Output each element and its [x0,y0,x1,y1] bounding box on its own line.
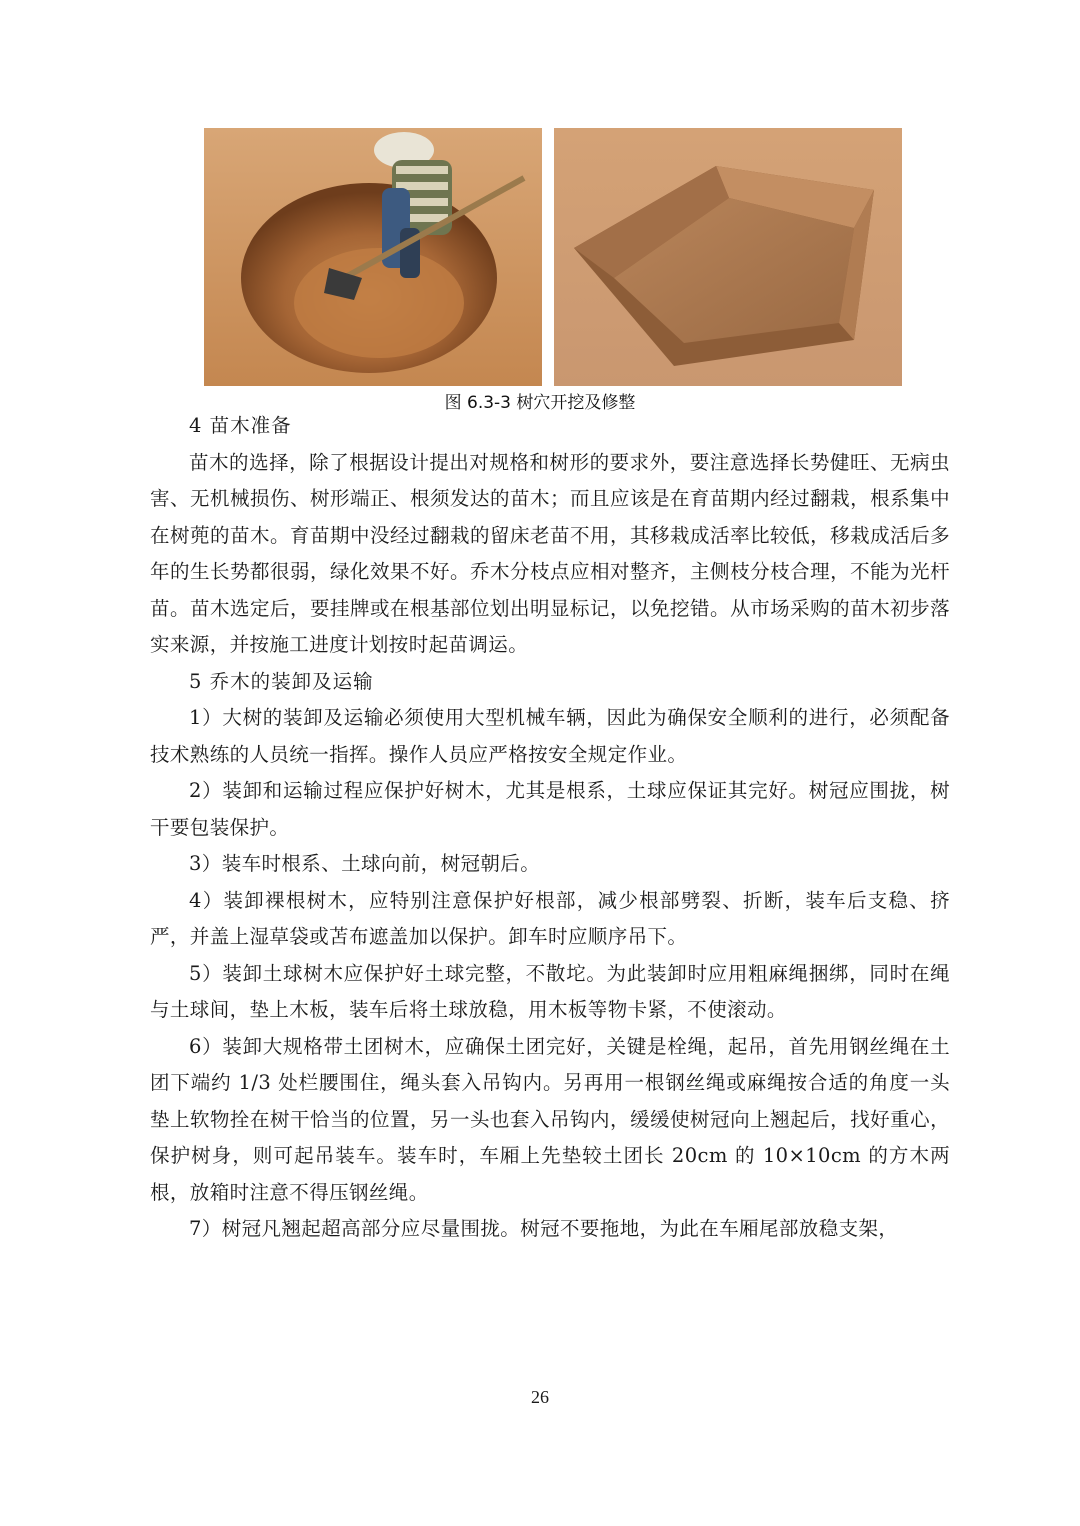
paragraph: 7）树冠凡翘起超高部分应尽量围拢。树冠不要拖地，为此在车厢尾部放稳支架， [189,1217,899,1240]
section-heading-5: 5 乔木的装卸及运输 [189,669,374,693]
paragraph: 苗木的选择，除了根据设计提出对规格和树形的要求外，要注意选择长势健旺、无病虫害、无机械损伤、树形端正、根须发达的苗木；而且应该是在育苗期内经过翻栽，根系集中在树蔸的苗木。育苗期中没经过翻栽的留床老苗不用，其移栽成活率比较低，移栽成活后多年的生长势都很弱，绿化效果不好。乔木分枝点应相对整齐，主侧枝分枝合理，不能为光杆苗。苗木选定后，要挂牌或在根基部位划出明显标记，以免挖错。从市场采购的苗木初步落实来源，并按施工进度计划按时起苗调运。 [150,450,950,656]
figure-caption: 图 6.3-3 树穴开挖及修整 [444,393,636,413]
paragraph: 4）装卸裸根树木，应特别注意保护好根部，减少根部劈裂、折断，装车后支稳、挤严，并盖上湿草袋或苫布遮盖加以保护。卸车时应顺序吊下。 [150,888,950,948]
paragraph: 6）装卸大规格带土团树木，应确保土团完好，关键是栓绳，起吊，首先用钢丝绳在土团下端约 1/3 处栏腰围住，绳头套入吊钩内。另再用一根钢丝绳或麻绳按合适的角度一头垫上软物拴在树干恰当的位置，另一头也套入吊钩内，缓缓使树冠向上翘起后，找好重心，保护树身，则可起吊装车。装车时，车厢上先垫较土团长 20cm 的 10×10cm 的方木两根，放箱时注意不得压钢丝绳。 [150,1034,950,1204]
section-heading-4: 4 苗木准备 [189,414,292,437]
figure [204,128,902,386]
page-number: 26 [531,1387,549,1407]
paragraph: 3）装车时根系、土球向前，树冠朝后。 [189,852,541,875]
paragraph: 1）大树的装卸及运输必须使用大型机械车辆，因此为确保安全顺利的进行，必须配备技术熟练的人员统一指挥。操作人员应严格按安全规定作业。 [150,706,950,766]
body-text [150,408,950,1248]
paragraph: 5）装卸土球树木应保护好土球完整，不散坨。为此装卸时应用粗麻绳捆绑，同时在绳与土球间，垫上木板，装车后将土球放稳，用木板等物卡紧，不使滚动。 [150,961,950,1021]
square-tree-pit-photo [554,128,902,386]
paragraph: 2）装卸和运输过程应保护好树木，尤其是根系，土球应保证其完好。树冠应围拢，树干要包装保护。 [150,779,950,839]
tree-pit-digging-photo [204,128,542,386]
